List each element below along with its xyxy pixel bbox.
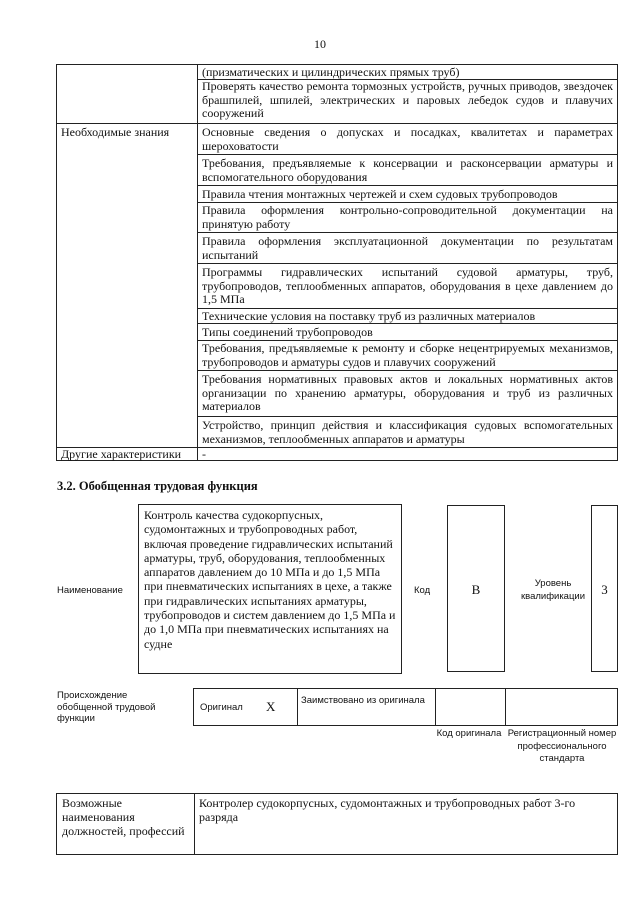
- knowledge-item: Требования, предъявляемые к консервации и расконсервации арматуры и вспомогательного оборудования: [202, 156, 613, 184]
- other-value: -: [202, 447, 206, 461]
- skill-row-2: Проверять качество ремонта тормозных устройств, ручных приводов, звездочек брашпилей, шпилей, электрических и паровых лебедок судов и плавучих сооружений: [202, 79, 613, 120]
- positions-value: Контролер судокорпусных, судомонтажных и трубопроводных работ 3-го разряда: [199, 796, 576, 824]
- knowledge-item: Технические условия на поставку труб из различных материалов: [202, 309, 536, 323]
- function-name: Контроль качества судокорпусных, судомонтажных и трубопроводных работ, включая проведение гидравлических испытаний арматуры, труб, оборудования, теплообменных аппаратов давлением до 10 МПа и до 1,5 МПа при пневматических испытаниях в цехе, а также при гидравлических испытаниях арматуры, трубопроводов и систем давлением до 1,5 МПа и до 1,0 МПа при пневматических испытаниях на судне: [138, 504, 402, 674]
- borrowed-label: Заимствовано из оригинала: [301, 695, 425, 706]
- skill-row-1: (призматических и цилиндрических прямых труб): [202, 65, 460, 79]
- level-box: [591, 505, 618, 672]
- positions-table: [56, 793, 618, 855]
- knowledge-label: Необходимые знания: [61, 125, 170, 139]
- code-box: [447, 505, 505, 672]
- other-label: Другие характеристики: [61, 447, 182, 461]
- positions-label: Возможные наименования должностей, профессий: [62, 796, 185, 838]
- knowledge-item: Программы гидравлических испытаний судовой арматуры, труб, трубопроводов, теплообменных аппаратов, оборудования в цехе давлением до 1,5 МПа: [202, 265, 613, 306]
- knowledge-item: Требования нормативных правовых актов и локальных нормативных актов организации по хранению арматуры, оборудования и труб из различных материалов: [202, 372, 613, 413]
- registration-caption: Регистрационный номер профессионального стандарта: [507, 728, 617, 764]
- origin-label: Происхождение обобщенной трудовой функции: [57, 690, 156, 724]
- level-value: 3: [601, 582, 608, 597]
- code-original-caption: Код оригинала: [436, 728, 502, 739]
- knowledge-item: Типы соединений трубопроводов: [202, 325, 373, 339]
- knowledge-item: Правила чтения монтажных чертежей и схем судовых трубопроводов: [202, 187, 558, 201]
- code-label: Код: [414, 585, 431, 596]
- knowledge-item: Требования, предъявляемые к ремонту и сборке нецентрируемых механизмов, трубопроводов и арматуры судов и плавучих сооружений: [202, 341, 613, 369]
- page-number: 10: [314, 37, 326, 51]
- section-title: 3.2. Обобщенная трудовая функция: [57, 479, 258, 493]
- knowledge-table: [56, 64, 618, 461]
- name-label: Наименование: [57, 585, 123, 596]
- knowledge-item: Устройство, принцип действия и классификация судовых вспомогательных механизмов, теплообменных аппаратов и арматуры: [202, 418, 613, 446]
- code-value: В: [471, 582, 481, 597]
- knowledge-item: Правила оформления контрольно-сопроводительной документации на принятую работу: [202, 203, 613, 231]
- knowledge-item: Основные сведения о допусках и посадках, квалитетах и параметрах шероховатости: [202, 125, 613, 153]
- level-label: Уровень квалификации: [520, 578, 586, 602]
- knowledge-item: Правила оформления эксплуатационной документации по результатам испытаний: [202, 234, 613, 262]
- original-label: Оригинал: [200, 702, 243, 713]
- original-mark: X: [266, 699, 276, 714]
- origin-table: [193, 688, 618, 726]
